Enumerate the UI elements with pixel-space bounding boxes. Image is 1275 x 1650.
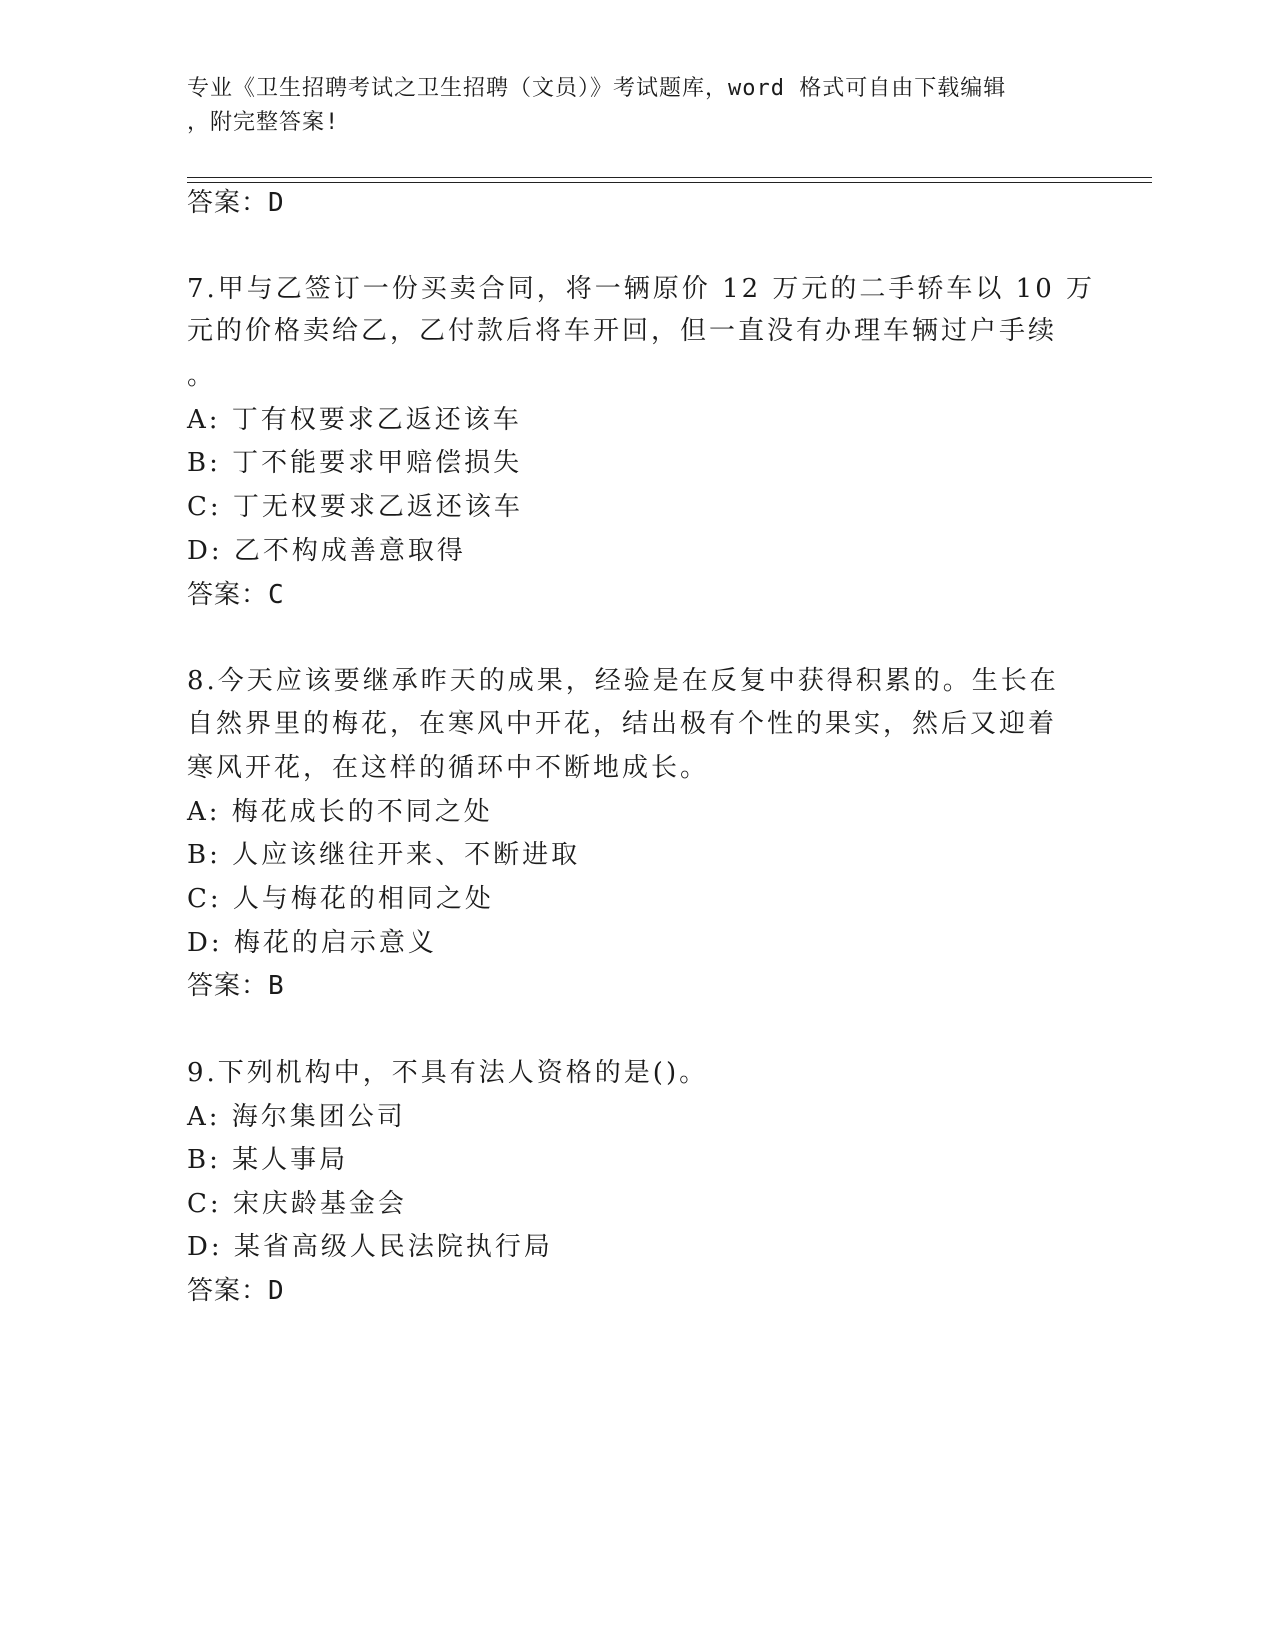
q7-option-c: C: 丁无权要求乙返还该车 [187, 492, 523, 522]
q9-option-a: A: 海尔集团公司 [187, 1102, 406, 1132]
header-divider-top [187, 177, 1152, 178]
header-divider-bottom [187, 182, 1152, 183]
q8-option-d: D: 梅花的启示意义 [187, 928, 437, 958]
q7-answer: 答案：C [187, 580, 285, 610]
q8-option-c: C: 人与梅花的相同之处 [187, 884, 494, 914]
q7-text-line-2: 元的价格卖给乙，乙付款后将车开回，但一直没有办理车辆过户手续 [187, 316, 1058, 346]
q9-option-d: D: 某省高级人民法院执行局 [187, 1232, 553, 1262]
q7-option-d: D: 乙不构成善意取得 [187, 536, 466, 566]
q8-text-line-1: 8.今天应该要继承昨天的成果，经验是在反复中获得积累的。生长在 [187, 666, 1059, 696]
q8-text-line-2: 自然界里的梅花，在寒风中开花，结出极有个性的果实，然后又迎着 [187, 709, 1058, 739]
q8-option-a: A: 梅花成长的不同之处 [187, 797, 493, 827]
q8-text-line-3: 寒风开花，在这样的循环中不断地成长。 [187, 753, 710, 783]
q9-answer: 答案：D [187, 1276, 285, 1306]
q8-answer: 答案：B [187, 971, 285, 1001]
previous-answer: 答案：D [187, 188, 285, 218]
header-line-1: 专业《卫生招聘考试之卫生招聘（文员）》考试题库，word 格式可自由下载编辑 [187, 76, 1007, 101]
q7-text-line-3: 。 [187, 361, 217, 391]
q7-option-a: A: 丁有权要求乙返还该车 [187, 405, 522, 435]
q9-option-b: B: 某人事局 [187, 1145, 349, 1175]
q9-text-line-1: 9.下列机构中，不具有法人资格的是()。 [187, 1058, 709, 1088]
q9-option-c: C: 宋庆龄基金会 [187, 1189, 407, 1219]
document-header [187, 72, 1087, 140]
q7-text-line-1: 7.甲与乙签订一份买卖合同，将一辆原价 12 万元的二手轿车以 10 万 [187, 274, 1096, 304]
q7-option-b: B: 丁不能要求甲赔偿损失 [187, 448, 523, 478]
q8-option-b: B: 人应该继往开来、不断进取 [187, 840, 581, 870]
header-line-2: ，附完整答案! [187, 110, 340, 135]
